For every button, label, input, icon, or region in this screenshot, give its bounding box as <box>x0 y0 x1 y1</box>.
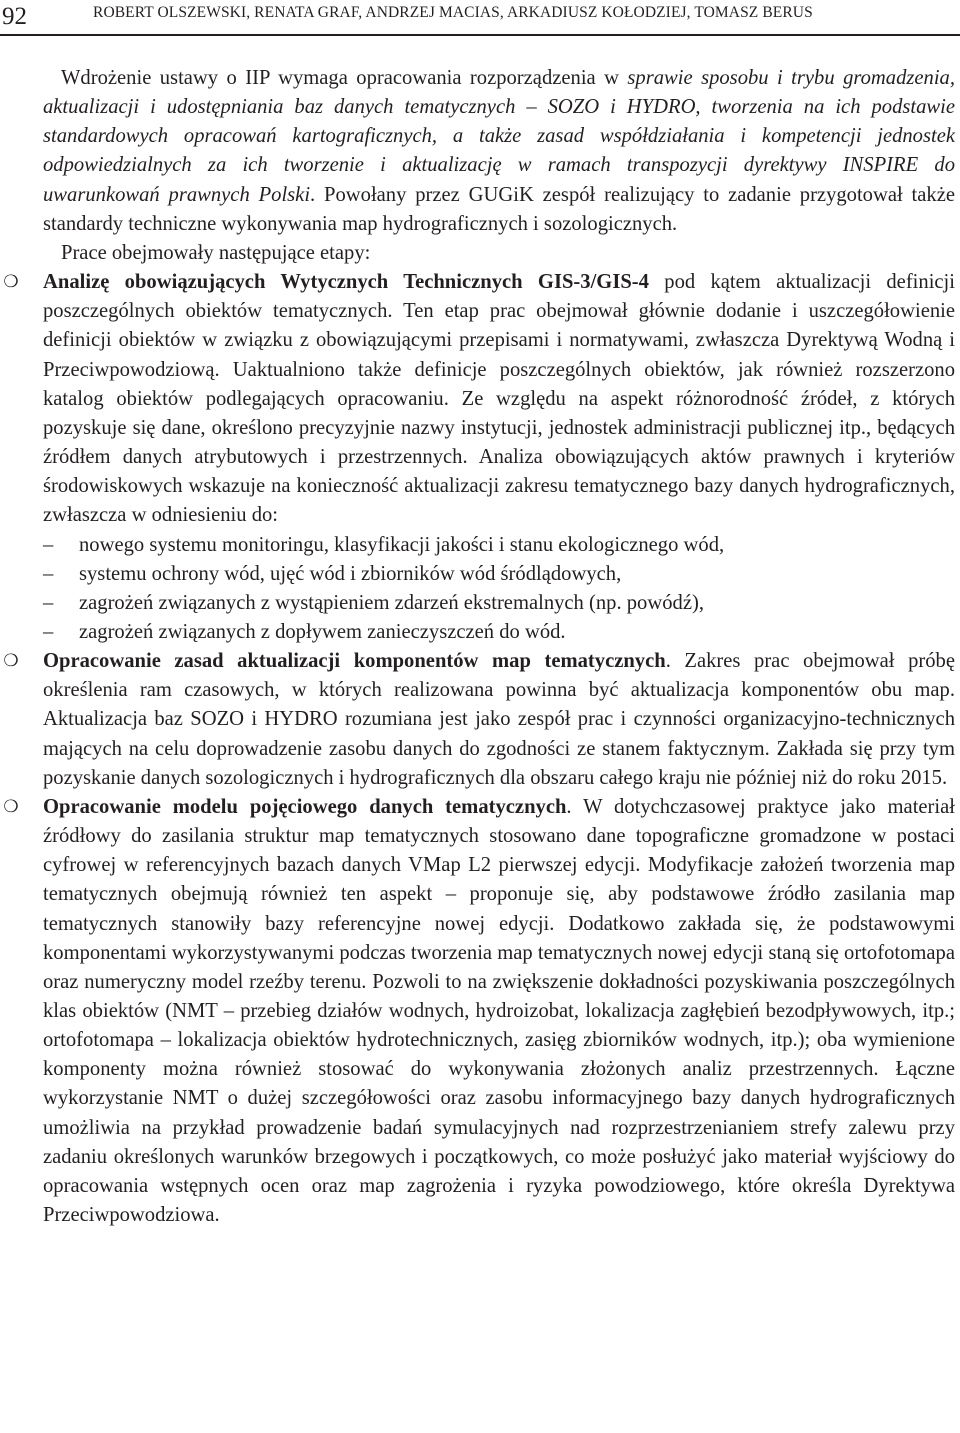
article-body <box>3 64 955 1230</box>
intro-lead: Wdrożenie ustawy o IIP wymaga opracowania rozporządzenia w <box>61 67 628 89</box>
dash-item-text: zagrożeń związanych z dopływem zanieczyszczeń do wód. <box>79 620 566 643</box>
stage-text: . Zakres prac obejmował próbę określenia ram czasowych, w których realizowana powinna być aktualizacja komponentów obu map. Aktualizacja baz SOZO i HYDRO rozumiana jest jako zespół prac i czynności organizacyjno-technicznych mających na celu doprowadzenie zasobu danych do zgodności ze stanem faktycznym. Zakłada się przy tym pozyskanie danych sozologicznych i hydrograficznych dla obszaru całego kraju nie później niż do roku 2015. <box>43 650 955 789</box>
stage-title: Opracowanie modelu pojęciowego danych tematycznych <box>43 795 567 818</box>
running-head-authors: ROBERT OLSZEWSKI, RENATA GRAF, ANDRZEJ MACIAS, ARKADIUSZ KOŁODZIEJ, TOMASZ BERUS <box>93 4 813 21</box>
dash-list-item <box>43 560 955 589</box>
dash-item-text: nowego systemu monitoringu, klasyfikacji jakości i stanu ekologicznego wód, <box>79 533 725 556</box>
dash-list <box>43 531 955 648</box>
dash-list-item <box>43 531 955 560</box>
intro-paragraph <box>43 64 955 239</box>
stage-title: Opracowanie zasad aktualizacji komponentów map tematycznych <box>43 650 666 673</box>
stage-text: . W dotychczasowej praktyce jako materiał źródłowy do zasilania struktur map tematycznych stosowano dane topograficzne gromadzone w postaci cyfrowej w referencyjnych bazach danych VMap L2 pierwszej edycji. Modyfikacje założeń tworzenia map tematycznych obejmują również ten aspekt – proponuje się, aby podstawowe źródło zasilania map tematycznych stanowiły bazy referencyjne nowej edycji. Dodatkowo zakłada się, że podstawowymi komponentami wykorzystywanymi podczas tworzenia map tematycznych nowej edycji staną się ortofotomapa oraz numeryczny model rzeźby terenu. Pozwoli to na zwiększenie dokładności pozyskiwania poszczególnych klas obiektów (NMT – przebieg działów wodnych, hydroizobat, lokalizacja zagłębień bezodpływowych, itp.; ortofotomapa – lokalizacja obiektów hydrotechnicznych, zasięg zbiorników wodnych, itp.); oba wymienione komponenty można również stosować do wykonywania złożonych analiz przestrzennych. Łączne wykorzystanie NMT o dużej szczegółowości oraz zasobu informacyjnego bazy danych hydrograficznych umożliwia na przykład prowadzenie badań symulacyjnych nad rozprzestrzenianiem strefy zalewu przy zadaniu określonych warunków brzegowych i początkowych, co może posłużyć jako materiał wyjściowy do opracowania wstępnych ocen oraz map zagrożenia i ryzyka powodziowego, które określa Dyrektywa Przeciwpowodziowa. <box>43 795 955 1227</box>
intro-tail: . Powołany przez GUGiK zespół realizujący to zadanie przygotował także standardy techniczne wykonywania map hydrograficznych i sozologicznych. <box>43 183 955 235</box>
dash-list-item <box>43 589 955 618</box>
stage-title: Analizę obowiązujących Wytycznych Technicznych GIS-3/GIS-4 <box>43 271 649 294</box>
stage-item <box>3 647 955 793</box>
stage-item <box>3 793 955 1230</box>
circle-bullet-icon: ❍ <box>3 796 19 817</box>
stage-paragraph <box>43 647 955 793</box>
stages-intro: Prace obejmowały następujące etapy: <box>61 241 371 264</box>
stage-item <box>3 268 955 647</box>
intro-regulation-title: sprawie sposobu i trybu gromadzenia, aktualizacji i udostępniania baz danych tematycznych – SOZO i HYDRO, tworzenia na ich podstawie standardowych opracowań kartograficznych, a także zasad współdziałania i kompetencji jednostek odpowiedzialnych za ich tworzenie i aktualizację w ramach transpozycji dyrektywy INSPIRE do uwarunkowań prawnych Polski <box>43 67 955 206</box>
dash-icon: – <box>43 591 54 614</box>
dash-item-text: zagrożeń związanych z wystąpieniem zdarzeń ekstremalnych (np. powódź), <box>79 591 704 614</box>
dash-list-item <box>43 618 955 647</box>
dash-icon: – <box>43 620 54 643</box>
dash-item-text: systemu ochrony wód, ujęć wód i zbiorników wód śródlądowych, <box>79 562 622 585</box>
dash-icon: – <box>43 562 54 585</box>
page-number: 92 <box>2 3 27 30</box>
stage-text: pod kątem aktualizacji definicji poszczególnych obiektów tematycznych. Ten etap prac obejmował głównie dodanie i uszczegółowienie definicji obiektów w związku z obowiązującymi przepisami i normatywami, zwłaszcza Dyrektywą Wodną i Przeciwpowodziową. Uaktualniono także definicje poszczególnych obiektów, jak również rozszerzono katalog obiektów podlegających opracowaniu. Ze względu na aspekt różnorodność źródeł, z których pozyskuje się dane, określono precyzyjnie nazwy instytucji, jednostek administracji publicznej itp., będących źródłem danych atrybutowych i przestrzennych. Analiza obowiązujących aktów prawnych i kryteriów środowiskowych wskazuje na konieczność aktualizacji zakresu tematycznego bazy danych hydrograficznych, zwłaszcza w odniesieniu do: <box>43 271 955 527</box>
circle-bullet-icon: ❍ <box>3 272 19 293</box>
dash-icon: – <box>43 533 54 556</box>
stage-paragraph <box>43 268 955 530</box>
page-header <box>0 0 960 36</box>
stage-paragraph <box>43 793 955 1230</box>
circle-bullet-icon: ❍ <box>3 651 19 672</box>
